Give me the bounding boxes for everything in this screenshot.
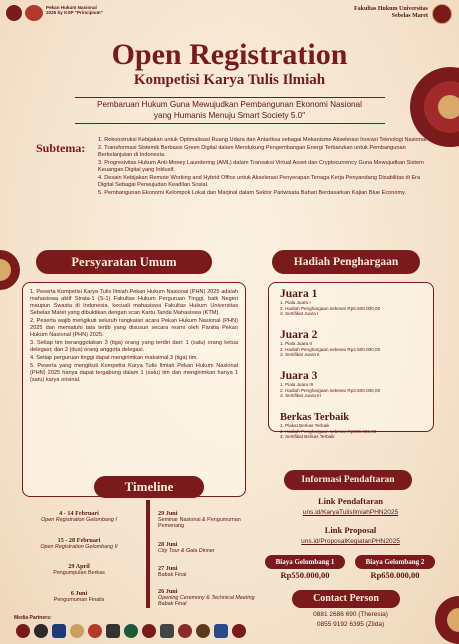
juara-title: Juara 2 (280, 329, 318, 341)
prize-item: 3. Sertifikat Juara I (280, 311, 319, 317)
header-right-badge: Fakultas Hukum Universitas Sebelas Maret (353, 6, 428, 19)
link-proposal[interactable]: uns.id/ProposalKegiatanPHN2025 (301, 538, 400, 545)
timeline-event (158, 588, 258, 607)
hadiah-group (280, 288, 430, 317)
timeline-date: 29 Juni (158, 510, 178, 517)
list-item: 4. Desain Kebijakan Remote Working and Hybrid Office untuk Akselerasi Penyerapan Tenaga Kerja Penyandang Disabilitas di Era Digital Sebagai Perwujudan Keadilan Sosial. (98, 175, 421, 188)
list-item: 5. Peserta yang mengikuti Kompetisi Karya Tulis Ilmiah Pekan Hukum Nasional (PHN) 2025 hanya dapat tergabung dalam 1 (satu) tim dan mengirimkan hanya 1 (satu) karya orisinal. (30, 363, 238, 383)
partner-logo (106, 624, 120, 638)
timeline-label: Pengumuman Finalis (53, 597, 105, 603)
juara-title: Berkas Terbaik (280, 412, 350, 423)
main-title: Open Registration (111, 38, 348, 71)
timeline-axis (146, 500, 150, 608)
phn-logo (6, 5, 22, 21)
timeline-event (158, 510, 258, 529)
gelombang-2-label: Biaya Gelombang 2 (355, 555, 435, 569)
list-item: 2. Peserta wajib mengikuti seluruh rangkaian acara Pekan Hukum Nasional (PHN) 2025 dan mematuhi tata tertib yang disusun secara resmi oleh Panitia Pekan Hukum Nasional (PHN) 2025. (30, 318, 238, 338)
link-proposal-label: Link Proposal (324, 525, 377, 535)
gelombang-1-label: Biaya Gelombang 1 (265, 555, 345, 569)
timeline-event (20, 537, 138, 550)
prize-item: 2. Hadiah Penghargaan sebesar Rp3.500.000,00 (280, 387, 381, 393)
informasi-header: Informasi Pendaftaran (284, 470, 412, 490)
gelombang-2-price: Rp650.000,00 (370, 570, 420, 580)
hadiah-group (280, 329, 430, 358)
prize-item: 3. Sertifikat Juara II (280, 352, 320, 358)
juara-title: Juara 3 (280, 370, 318, 382)
timeline-event (20, 563, 138, 576)
timeline-date: 4 - 14 Februari (59, 510, 99, 517)
timeline-label: Pengumpulan Berkas (53, 570, 105, 576)
timeline-label: Opening Ceremony & Technical Meeting Babak Final (158, 595, 255, 607)
timeline-date: 27 Juni (158, 565, 178, 572)
list-item: 3. Progresivitas Hukum Anti-Money Laundering (AML) dalam Transaksi Virtual Asset dan Cryptocurrency Guna Mewujudkan Sistem Keuangan Digital yang Inklusif. (98, 160, 424, 173)
header-left-badge: Pekan Hukum Nasional 2025 by KSP "Principium" (46, 5, 103, 16)
persyaratan-list (30, 289, 238, 384)
hadiah-group (280, 412, 430, 440)
ksp-logo (25, 5, 43, 21)
prize-item: 3. Sertifikat Juara III (280, 393, 321, 399)
flower-decoration-icon (0, 235, 20, 305)
timeline-label: Seminar Nasional & Pengumuman Pemenang (158, 517, 241, 529)
partner-logo (88, 624, 102, 638)
partner-logo (34, 624, 48, 638)
juara-title: Juara 1 (280, 288, 318, 300)
link-pendaftaran-label: Link Pendaftaran (318, 496, 383, 506)
list-item: 4. Setiap perguruan tinggi dapat mengirimkan maksimal 3 (tiga) tim. (30, 355, 198, 361)
timeline-label: Open Registration Gelombang II (40, 544, 118, 550)
prize-item: 1. Piala Juara III (280, 382, 314, 387)
timeline-date: 29 April (68, 563, 90, 570)
partner-logo (196, 624, 210, 638)
prize-item: 3. Sertifikat Berkas Terbaik (280, 434, 335, 440)
hadiah-header: Hadiah Penghargaan (272, 250, 420, 274)
hadiah-group (280, 370, 430, 399)
list-item: 1. Peserta Kompetisi Karya Tulis Ilmiah Pekan Hukum Nasional (PHN) 2025 adalah mahasiswa aktif Strata-1 (S-1) Fakultas Hukum Perguruan Tinggi, baik Negeri maupun Swasta di Indonesia, kecuali mahasiswa Fakultas Hukum Universitas Sebelas Maret yang dibuktikan dengan scan Kartu Tanda Mahasiswa (KTM). (30, 289, 238, 316)
timeline-event (20, 590, 138, 603)
subtema-label: Subtema: (36, 141, 86, 155)
partner-logo (52, 624, 66, 638)
prize-item: 2. Hadiah Penghargaan sebesar Rp500.000,00 (280, 428, 377, 434)
persyaratan-header: Persyaratan Umum (36, 250, 212, 274)
contact-header: Contact Person (292, 590, 400, 608)
partner-logo (124, 624, 138, 638)
contact-phone-1[interactable]: 0881 2686 690 (Theresia) (313, 611, 388, 618)
prize-item: 2. Hadiah Penghargaan sebesar Rp4.500.000,00 (280, 346, 381, 352)
timeline-label: Open Registration Gelombang I (41, 517, 117, 523)
list-item: 3. Setiap tim beranggotakan 3 (tiga) orang yang terdiri dari: 1 (satu) orang ketua delegasi; dan 2 (dua) orang anggota delegasi. (30, 340, 238, 353)
uns-logo (432, 4, 452, 24)
divider (75, 123, 385, 124)
link-pendaftaran[interactable]: uns.id/KaryaTulisIlmiahPHN2025 (302, 509, 399, 516)
timeline-date: 6 Juni (70, 590, 88, 597)
contact-phone-2[interactable]: 0855 9192 6395 (Zilda) (316, 621, 385, 628)
partner-logo (214, 624, 228, 638)
partner-logo (70, 624, 84, 638)
timeline-label: Babak Final (158, 572, 187, 578)
partner-logo (142, 624, 156, 638)
prize-item: 2. Hadiah Penghargaan sebesar Rp5.500.000,00 (280, 305, 381, 311)
timeline-event (158, 565, 258, 578)
list-item: 5. Pembangunan Ekonomi Kelompok Lokal dan Marjinal dalam Sektor Pariwisata Bahari Berdasarkan Kajian Blue Economy. (98, 190, 407, 196)
timeline-event (158, 541, 258, 554)
prize-item: 1. Piala Juara II (280, 341, 312, 346)
theme-line-1: Pembaruan Hukum Guna Mewujudkan Pembangunan Ekonomi Nasional (97, 100, 362, 109)
partner-logo (178, 624, 192, 638)
timeline-date: 15 - 28 Februari (57, 537, 101, 544)
gelombang-1-price: Rp550.000,00 (280, 570, 330, 580)
timeline-label: City Tour & Gala Dinner (158, 548, 215, 554)
subtitle: Kompetisi Karya Tulis Ilmiah (133, 72, 326, 88)
partner-logo (160, 624, 174, 638)
prize-item: 1. Plakat Berkas Terbaik (280, 423, 330, 428)
partner-logo (232, 624, 246, 638)
media-partners-label: Media Partners: (14, 615, 52, 621)
list-item: 1. Rekonstruksi Kebijakan untuk Optimalisasi Ruang Udara dan Antariksa sebagai Mekanisme Akselerasi Inovasi Teknologi Nasional. (98, 137, 428, 143)
timeline-event (20, 510, 138, 523)
prize-item: 1. Piala Juara I (280, 300, 311, 305)
divider (75, 97, 385, 98)
timeline-date: 26 Juni (158, 588, 178, 595)
list-item: 2. Transformasi Sistemik Berbasis Green Digital dalam Mendukung Pengembangan Energi Terbarukan untuk Pembangunan Berkelanjutan di Indonesia. (98, 145, 406, 158)
theme-line-2: yang Humanis Menuju Smart Society 5.0" (153, 111, 306, 120)
timeline-date: 28 Juni (158, 541, 178, 548)
timeline-header: Timeline (94, 476, 204, 498)
subtema-list (98, 137, 428, 197)
partner-logo (16, 624, 30, 638)
